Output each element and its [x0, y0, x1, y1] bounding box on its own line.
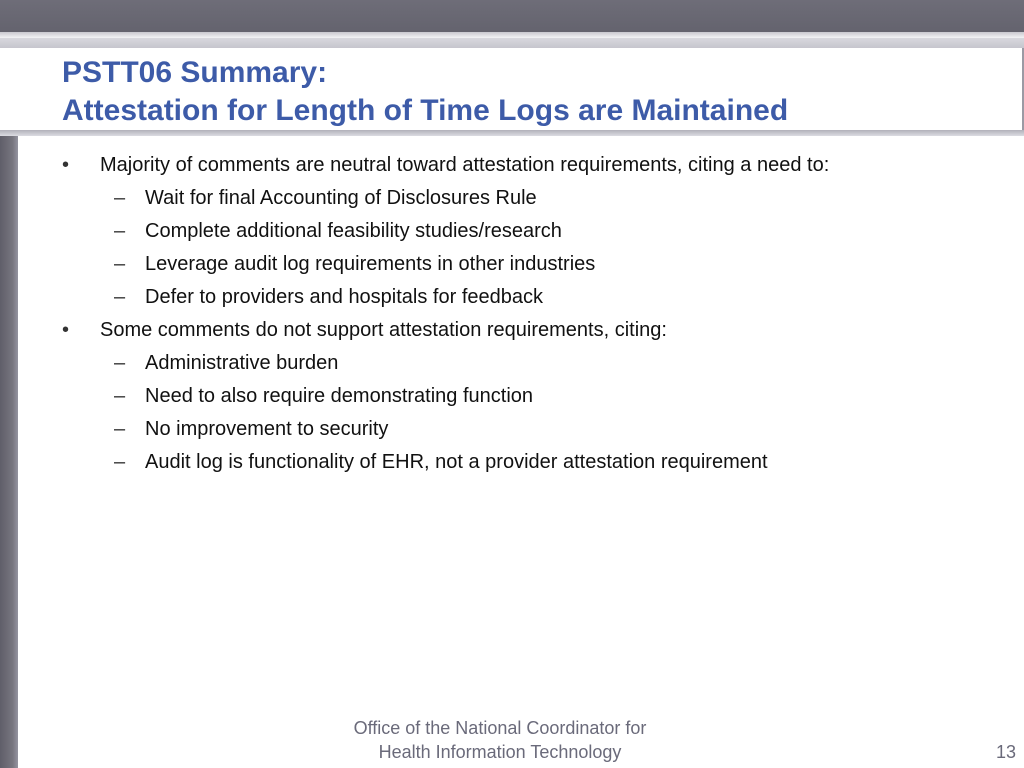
dash-glyph: –	[114, 451, 126, 473]
dash-glyph: –	[114, 418, 126, 440]
slide-title-line1: PSTT06 Summary:	[62, 56, 328, 89]
dash-glyph: –	[114, 286, 126, 308]
dash-glyph: –	[114, 352, 126, 374]
dash-glyph: –	[114, 385, 126, 407]
footer-organization	[300, 716, 700, 764]
title-underline	[0, 130, 1024, 136]
sub-bullet-item	[58, 348, 998, 381]
sub-bullet-text: Wait for final Accounting of Disclosures Rule	[145, 187, 537, 209]
sub-bullet-text: No improvement to security	[145, 418, 389, 440]
dash-glyph: –	[114, 187, 126, 209]
sub-bullet-text: Defer to providers and hospitals for feedback	[145, 286, 543, 308]
bullet-text: Some comments do not support attestation requirements, citing:	[100, 319, 667, 341]
slide-title	[62, 54, 788, 130]
bullet-glyph: •	[62, 154, 70, 176]
sub-bullet-text: Audit log is functionality of EHR, not a provider attestation requirement	[145, 451, 768, 473]
dash-glyph: –	[114, 253, 126, 275]
footer-line1: Office of the National Coordinator for	[353, 718, 647, 738]
sub-bullet-item	[58, 249, 998, 282]
sub-bullet-item	[58, 447, 998, 480]
sub-bullet-item	[58, 414, 998, 447]
sub-bullet-item	[58, 183, 998, 216]
slide-title-line2: Attestation for Length of Time Logs are Maintained	[62, 94, 789, 127]
bullet-glyph: •	[62, 319, 70, 341]
top-decorative-bar	[0, 0, 1024, 32]
sub-bullet-text: Leverage audit log requirements in other industries	[145, 253, 596, 275]
bullet-item	[58, 315, 998, 348]
sub-bullet-item	[58, 216, 998, 249]
top-shadow-band	[0, 38, 1024, 48]
sub-bullet-item	[58, 381, 998, 414]
dash-glyph: –	[114, 220, 126, 242]
footer-line2: Health Information Technology	[378, 742, 622, 762]
bullet-item	[58, 150, 998, 183]
sub-bullet-text: Need to also require demonstrating function	[145, 385, 534, 407]
bullet-text: Majority of comments are neutral toward attestation requirements, citing a need to:	[100, 154, 830, 176]
left-decorative-bar	[0, 136, 18, 768]
page-number: 13	[995, 742, 1016, 762]
slide-body	[58, 150, 998, 480]
sub-bullet-item	[58, 282, 998, 315]
sub-bullet-text: Complete additional feasibility studies/research	[145, 220, 562, 242]
sub-bullet-text: Administrative burden	[145, 352, 339, 374]
